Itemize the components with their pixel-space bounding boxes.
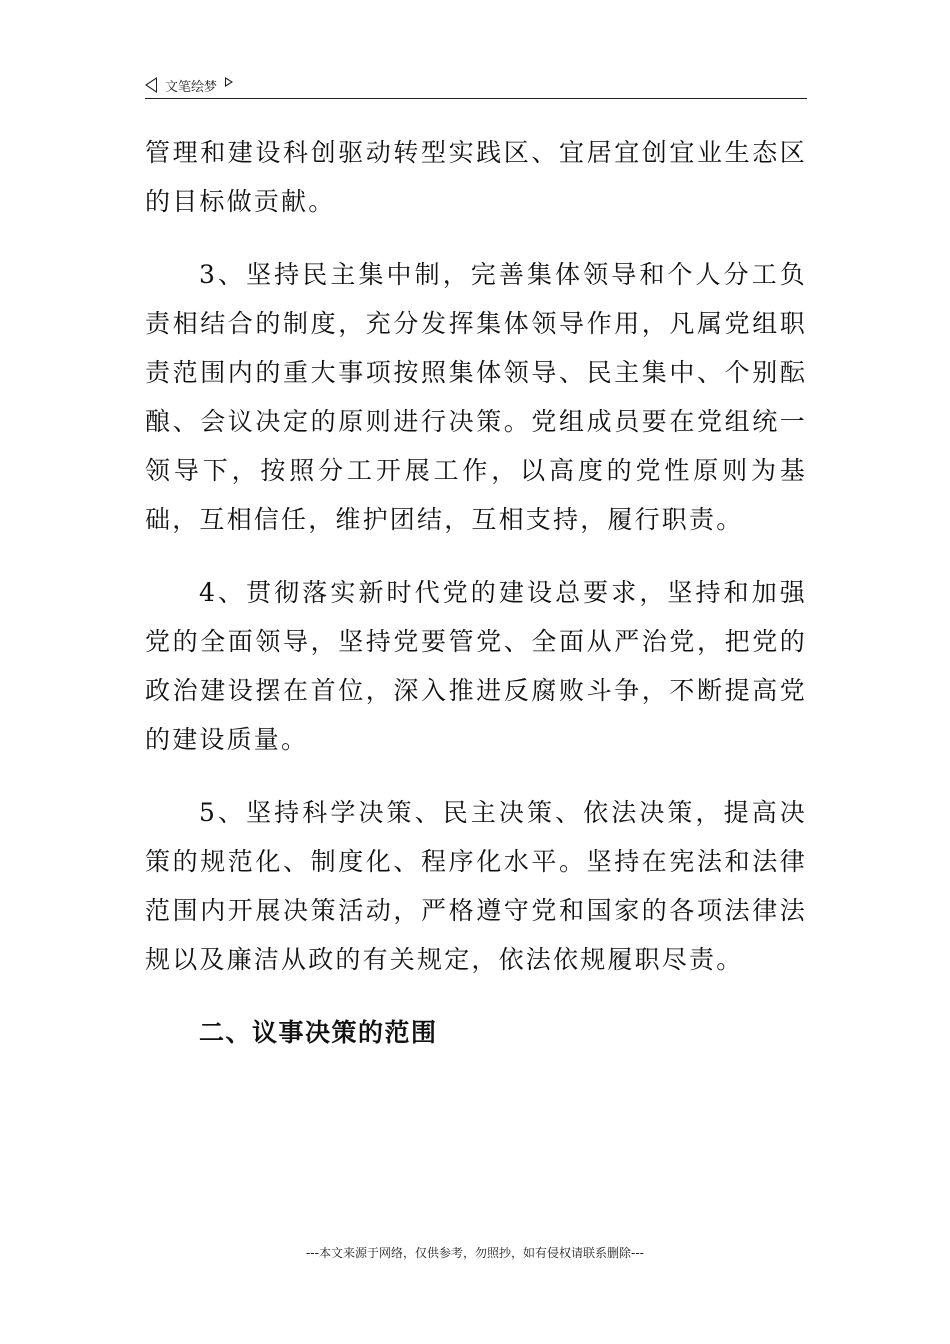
paragraph-continuation: 管理和建设科创驱动转型实践区、宜居宜创宜业生态区的目标做贡献。 (145, 138, 807, 216)
page-header (145, 74, 807, 99)
brand-name: 文笔绘梦 (165, 79, 218, 95)
section-heading: 二、议事决策的范围 (199, 1018, 438, 1047)
paragraph-4: 4、贯彻落实新时代党的建设总要求，坚持和加强党的全面领导，坚持党要管党、全面从严治党，把党的政治建设摆在首位，深入推进反腐败斗争，不断提高党的建设质量。 (145, 578, 807, 754)
footer-notice: ---本文来源于网络，仅供参考，勿照抄，如有侵权请联系删除--- (306, 1246, 644, 1260)
paragraph-5: 5、坚持科学决策、民主决策、依法决策，提高决策的规范化、制度化、程序化水平。坚持在宪法和法律范围内开展决策活动，严格遵守党和国家的各项法律法规以及廉洁从政的有关规定，依法依规履职尽责。 (145, 798, 807, 974)
triangle-right-outline-icon (225, 77, 233, 87)
paragraph-3: 3、坚持民主集中制，完善集体领导和个人分工负责相结合的制度，充分发挥集体领导作用，凡属党组职责范围内的重大事项按照集体领导、民主集中、个别酝酿、会议决定的原则进行决策。党组成员要在党组统一领导下，按照分工开展工作，以高度的党性原则为基础，互相信任，维护团结，互相支持，履行职责。 (145, 260, 807, 534)
triangle-left-outline-icon (145, 77, 157, 93)
header-brand-row (145, 74, 233, 96)
document-body (145, 128, 807, 1057)
